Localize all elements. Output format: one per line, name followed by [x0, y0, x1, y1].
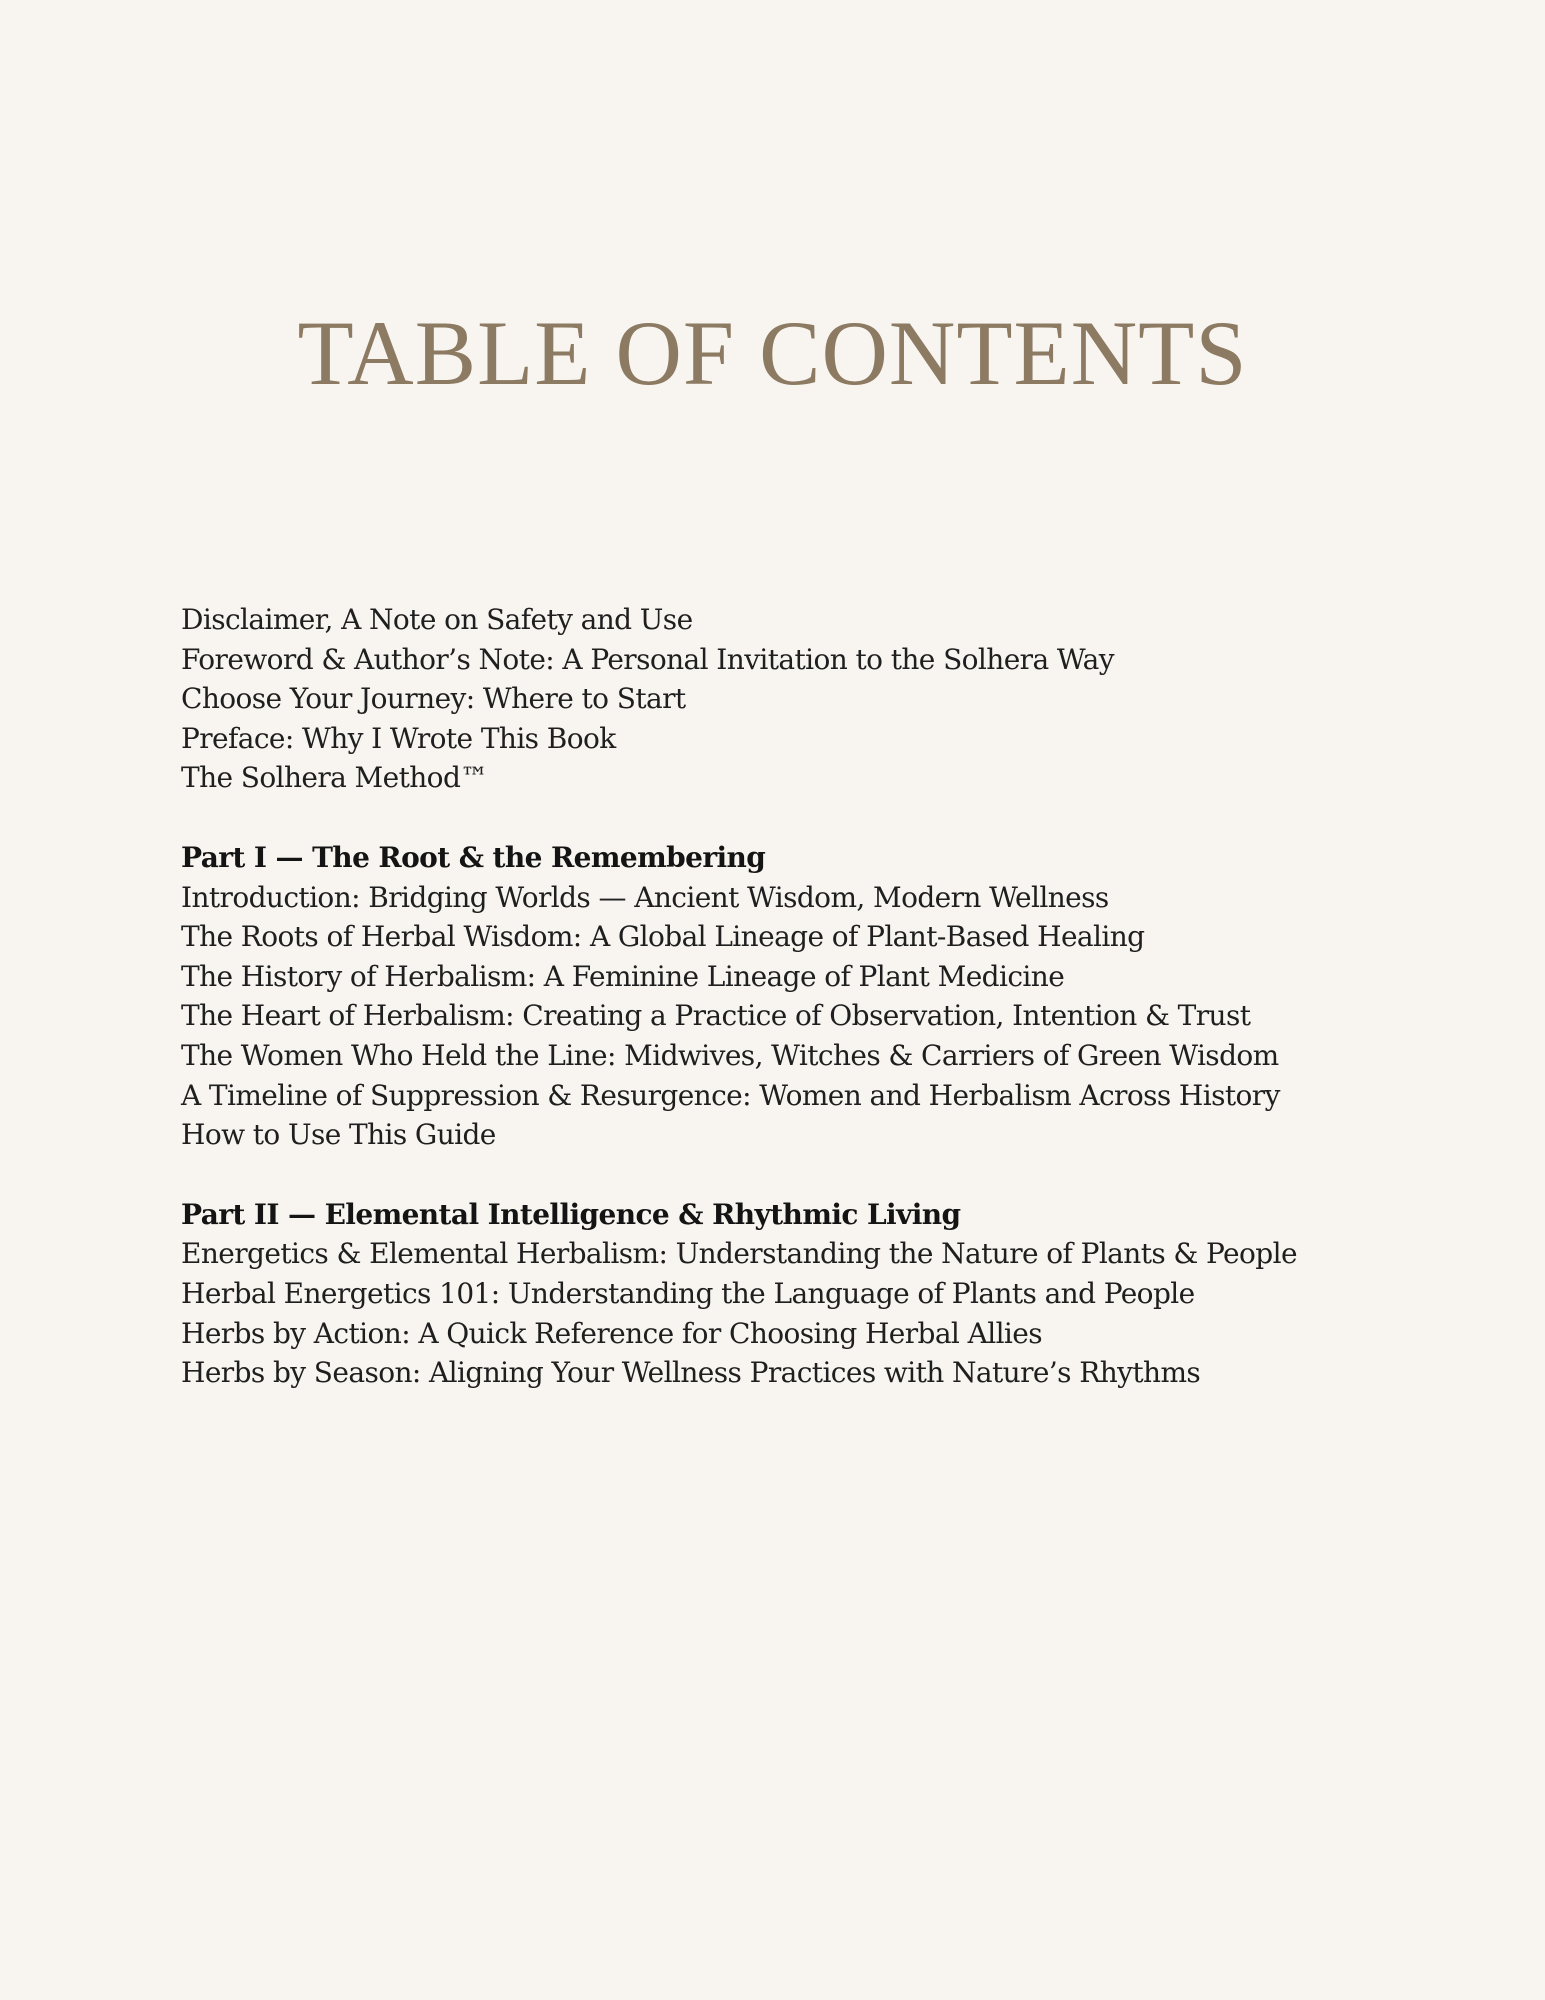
part-2-heading: Part II — Elemental Intelligence & Rhythmic Living	[181, 1197, 961, 1231]
toc-entry-choose-your-journey: Choose Your Journey: Where to Start	[181, 682, 686, 716]
toc-entry-heart-of-herbalism: The Heart of Herbalism: Creating a Practice of Observation, Intention & Trust	[181, 999, 1251, 1033]
part-2-section	[181, 1195, 1481, 1393]
toc-entry-timeline-of-suppression: A Timeline of Suppression & Resurgence: Women and Herbalism Across History	[181, 1078, 1280, 1112]
front-matter-list	[181, 600, 1481, 798]
part-1-heading: Part I — The Root & the Remembering	[181, 840, 766, 874]
table-of-contents	[181, 600, 1481, 1433]
toc-entry-roots-of-herbal-wisdom: The Roots of Herbal Wisdom: A Global Lineage of Plant-Based Healing	[181, 920, 1145, 954]
toc-entry-preface: Preface: Why I Wrote This Book	[181, 721, 616, 755]
toc-entry-introduction: Introduction: Bridging Worlds — Ancient Wisdom, Modern Wellness	[181, 880, 1109, 914]
toc-entry-women-who-held-the-line: The Women Who Held the Line: Midwives, Witches & Carriers of Green Wisdom	[181, 1038, 1279, 1072]
toc-entry-history-of-herbalism: The History of Herbalism: A Feminine Lineage of Plant Medicine	[181, 959, 1065, 993]
toc-entry-how-to-use-this-guide: How to Use This Guide	[181, 1118, 496, 1152]
toc-entry-herbs-by-action: Herbs by Action: A Quick Reference for Choosing Herbal Allies	[181, 1316, 1043, 1350]
toc-entry-foreword: Foreword & Author’s Note: A Personal Invitation to the Solhera Way	[181, 642, 1114, 676]
toc-entry-solhera-method: The Solhera Method™	[181, 761, 488, 795]
part-1-section	[181, 838, 1481, 1155]
toc-entry-energetics-elemental-herbalism: Energetics & Elemental Herbalism: Understanding the Nature of Plants & People	[181, 1237, 1297, 1271]
page-title: TABLE OF CONTENTS	[297, 302, 1248, 404]
toc-entry-herbs-by-season: Herbs by Season: Aligning Your Wellness Practices with Nature’s Rhythms	[181, 1356, 1201, 1390]
toc-entry-herbal-energetics-101: Herbal Energetics 101: Understanding the Language of Plants and People	[181, 1276, 1195, 1310]
toc-entry-disclaimer: Disclaimer, A Note on Safety and Use	[181, 603, 693, 636]
